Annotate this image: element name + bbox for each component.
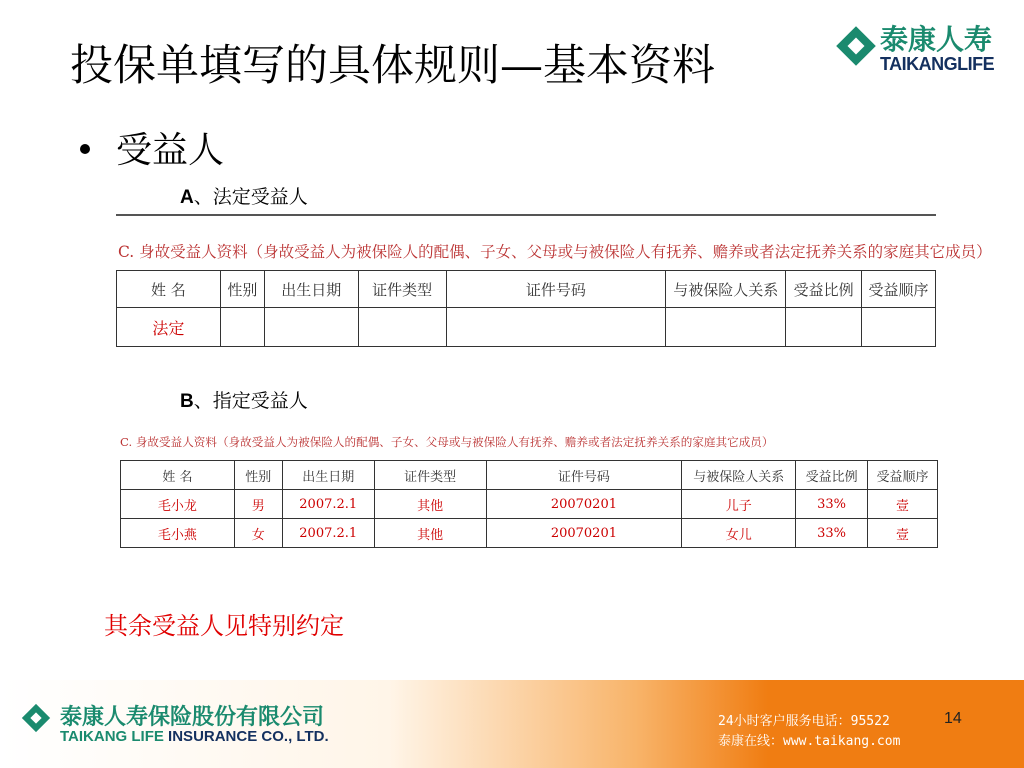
table-b-cell: 男 [234, 490, 282, 519]
logo-en: TAIKANGLIFE [880, 54, 995, 74]
table-a-header-row [117, 271, 936, 308]
table-b-cell: 2007.2.1 [282, 519, 374, 548]
page-number: 14 [944, 710, 962, 727]
table-a-cell [666, 308, 786, 347]
slide-title: 投保单填写的具体规则—基本资料 [70, 41, 715, 91]
footer-company-zh: 泰康人寿保险股份有限公司 [60, 704, 325, 730]
section-divider [116, 214, 936, 216]
table-b-cell: 33% [796, 490, 868, 519]
table-b-header-cell: 与被保险人关系 [682, 461, 796, 490]
table-b-header-cell: 证件类型 [374, 461, 486, 490]
section-a-letter: A [180, 187, 194, 208]
footer-brand-en: TAIKANG LIFE [60, 728, 164, 745]
table-b-row [121, 490, 938, 519]
section-b-heading [180, 386, 308, 413]
form-caption-a: C. 身故受益人资料（身故受益人为被保险人的配偶、子女、父母或与被保险人有抚养、赡养或者法定抚养关系的家庭其它成员） [118, 243, 992, 261]
table-a-header-cell: 受益顺序 [862, 271, 936, 308]
table-b-cell: 壹 [868, 519, 938, 548]
table-b-header-cell: 姓 名 [121, 461, 235, 490]
table-a-header-cell: 姓 名 [117, 271, 221, 308]
footer-hotline: 24小时客户服务电话：95522 [718, 714, 890, 729]
taikang-diamond-icon [836, 26, 876, 66]
legal-beneficiary-table [116, 270, 936, 347]
table-b-header-cell: 出生日期 [282, 461, 374, 490]
bullet-text: 受益人 [116, 130, 225, 171]
section-b-text: 、指定受益人 [193, 390, 308, 412]
table-b-row [121, 519, 938, 548]
table-a-cell [862, 308, 936, 347]
footer-company-suffix: INSURANCE CO., LTD. [163, 728, 329, 745]
section-b-letter: B [180, 391, 194, 412]
footer-website: 泰康在线：www.taikang.com [718, 734, 901, 749]
table-b-cell: 其他 [374, 490, 486, 519]
table-b-cell: 其他 [374, 519, 486, 548]
table-b-header-cell: 受益比例 [796, 461, 868, 490]
table-b-cell: 女 [234, 519, 282, 548]
taikang-logo [836, 18, 1016, 78]
table-a-header-cell: 出生日期 [264, 271, 358, 308]
table-a-cell [264, 308, 358, 347]
form-caption-b: C. 身故受益人资料（身故受益人为被保险人的配偶、子女、父母或与被保险人有抚养、赡养或者法定抚养关系的家庭其它成员） [120, 435, 774, 449]
table-b-header-cell: 性别 [234, 461, 282, 490]
table-a-header-cell: 受益比例 [786, 271, 862, 308]
bullet-dot-icon [80, 144, 90, 154]
table-b-cell: 33% [796, 519, 868, 548]
table-b-cell: 壹 [868, 490, 938, 519]
logo-zh: 泰康人寿 [880, 23, 993, 56]
special-agreement-note: 其余受益人见特别约定 [104, 612, 344, 640]
table-a-cell [358, 308, 446, 347]
table-a-header-cell: 与被保险人关系 [666, 271, 786, 308]
table-a-row [117, 308, 936, 347]
footer-bar [0, 680, 1024, 768]
table-b-cell: 儿子 [682, 490, 796, 519]
table-b-header-row [121, 461, 938, 490]
footer-diamond-icon [22, 704, 50, 732]
table-b-cell: 毛小龙 [121, 490, 235, 519]
table-b-cell: 2007.2.1 [282, 490, 374, 519]
table-b-cell: 毛小燕 [121, 519, 235, 548]
table-a-cell [446, 308, 666, 347]
table-b-header-cell: 受益顺序 [868, 461, 938, 490]
section-a-heading [180, 182, 308, 209]
table-b-header-cell: 证件号码 [486, 461, 682, 490]
footer-company-en [60, 728, 329, 745]
designated-beneficiary-table [120, 460, 938, 548]
table-b-cell: 女儿 [682, 519, 796, 548]
table-a-header-cell: 证件类型 [358, 271, 446, 308]
table-a-cell [786, 308, 862, 347]
table-a-cell: 法定 [117, 308, 221, 347]
table-b-cell: 20070201 [486, 519, 682, 548]
table-a-header-cell: 证件号码 [446, 271, 666, 308]
table-b-cell: 20070201 [486, 490, 682, 519]
table-a-header-cell: 性别 [220, 271, 264, 308]
bullet-beneficiary [80, 122, 224, 173]
table-a-cell [220, 308, 264, 347]
section-a-text: 、法定受益人 [193, 186, 308, 208]
